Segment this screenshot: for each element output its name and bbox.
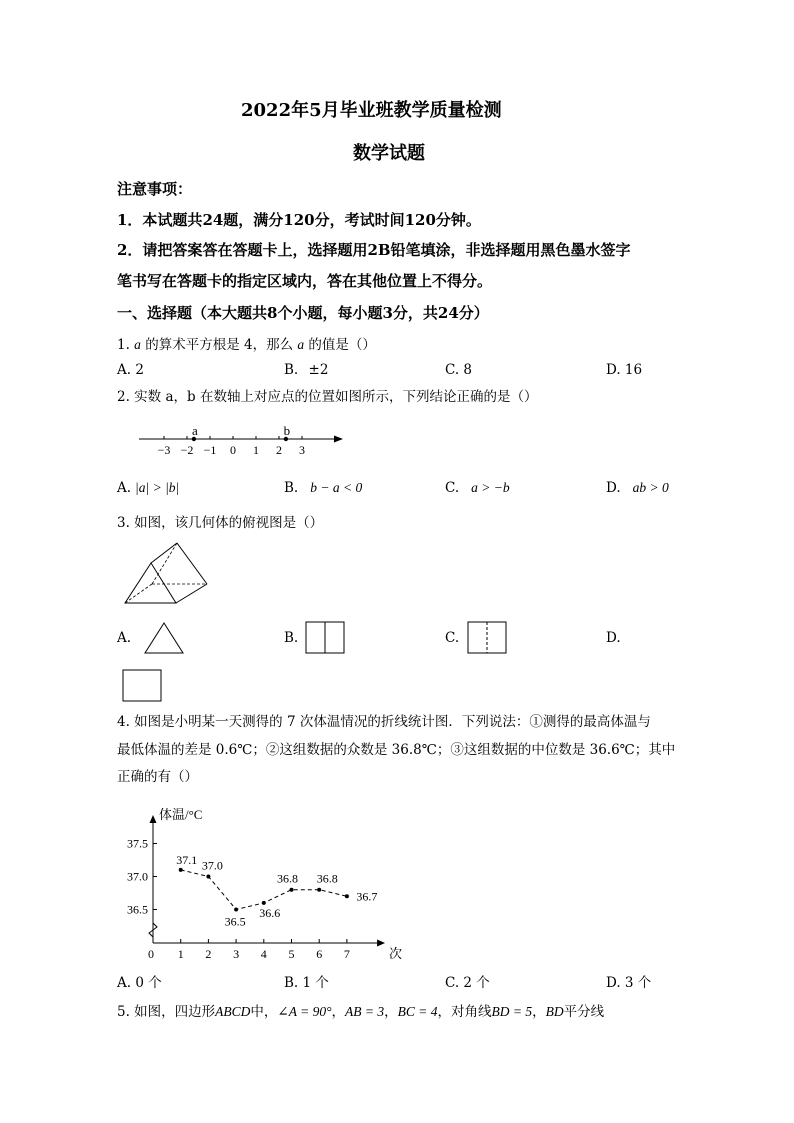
x-tick-label: 1 [177,947,184,961]
temperature-data-label: 37.1 [176,852,198,867]
temperature-point [290,888,294,892]
question-2-text: 2. 实数 a，b 在数轴上对应点的位置如图所示，下列结论正确的是（） [117,389,538,405]
q5-prefix: 5. 如图，四边形 [117,1004,216,1020]
notice-item-2-line-1: 2．请把答案答在答题卡上，选择题用2B铅笔填涂，非选择题用黑色墨水签字 [117,241,631,259]
prism-back-right-edge [177,543,207,584]
page-title: 2022年5月毕业班教学质量检测 [241,100,502,121]
q2-option-b[interactable] [284,481,362,496]
number-line-tick-label: −2 [180,443,194,457]
q1-option-c[interactable]: C. 8 [445,362,473,378]
prism-hidden-left-edge [152,543,177,584]
number-line-figure [135,422,365,458]
point-a-label: a [192,423,198,438]
x-axis-label: 次 [389,946,403,961]
q4-option-a[interactable]: A. 0 个 [117,975,162,991]
q1-prefix: 1. [117,337,135,353]
y-axis-label: 体温/°C [159,807,203,822]
x-tick-label: 0 [148,947,154,961]
x-tick-label: 7 [343,947,350,961]
temperature-data-label: 36.8 [316,871,338,886]
q2-option-a[interactable] [117,481,179,496]
prism-hidden-bottom-edge [125,584,152,603]
q1-var-a-2: a [297,337,305,352]
q2-option-d-label: D. [606,480,621,496]
q2-option-c[interactable] [445,481,510,496]
notice-item-1: 1．本试题共24题，满分120分，考试时间120分钟。 [117,211,481,229]
section-1-heading: 一、选择题（本大题共8个小题，每小题3分，共24分） [117,304,489,322]
q2-option-b-label: B. [284,480,299,496]
y-tick-label: 37.5 [127,836,148,851]
q5-suffix: 平分线 [563,1004,605,1020]
q2-option-d[interactable] [606,481,669,496]
q3-option-b[interactable]: B. [284,630,299,646]
q1-option-a[interactable]: A. 2 [117,362,144,378]
q4-option-d[interactable]: D. 3 个 [606,975,652,991]
number-line-tick-label: 0 [230,443,236,457]
q3-option-c-dashed-rect-icon[interactable] [467,621,509,655]
q2-option-c-expr: a > −b [471,480,510,495]
number-line-tick-label: 3 [299,443,305,457]
q5-sep-2: ， [384,1004,398,1020]
q1-option-b[interactable] [284,364,328,378]
prism-top-edge [151,543,177,563]
q3-option-c[interactable]: C. [445,630,460,646]
q4-option-b[interactable]: B. 1 个 [284,975,329,991]
temperature-data-label: 37.0 [201,858,223,873]
number-line-arrow [334,436,343,443]
q5-sep-1: ， [331,1004,345,1020]
q1-option-b-label: B. [284,362,299,378]
q2-option-b-expr: b − a < 0 [310,480,363,495]
q5-angle: ∠A = 90° [277,1004,332,1019]
q3-option-d[interactable]: D. [606,630,621,646]
q4-option-c[interactable]: C. 2 个 [445,975,490,991]
x-tick-label: 6 [316,947,323,961]
question-4-line-1: 4. 如图是小明某一天测得的 7 次体温情况的折线统计图．下列说法：①测得的最高体温与 [117,714,651,730]
temperature-point [317,888,321,892]
question-4-line-2: 最低体温的差是 0.6℃；②这组数据的众数是 36.8℃；③这组数据的中位数是 36.6℃；其中 [117,742,676,758]
q5-ab: AB = 3 [345,1004,385,1019]
prism-bottom-right-edge [176,584,207,603]
q1-suffix: 的值是（） [304,337,376,353]
q1-option-d[interactable]: D. 16 [606,362,643,378]
temperature-point [345,894,349,898]
q2-option-a-expr: |a| > |b| [135,480,180,495]
temperature-point [179,868,183,872]
question-1-text [117,338,376,353]
y-tick-label: 37.0 [127,869,148,884]
q5-abcd: ABCD [215,1004,251,1019]
number-line-tick-label: 2 [276,443,282,457]
temperature-point [262,901,266,905]
number-line-tick-label: 1 [253,443,259,457]
x-tick-label: 2 [205,947,212,961]
q5-bc: BC = 4 [397,1004,438,1019]
q5-sep-3: ， [532,1004,546,1020]
notice-heading: 注意事项： [117,180,193,198]
temperature-line-chart [112,795,403,975]
temperature-data-label: 36.5 [224,914,246,929]
q5-bd-2: BD [545,1004,564,1019]
q2-option-a-label: A. [117,480,132,496]
q3-option-a-triangle-icon[interactable] [143,620,187,656]
temperature-data-label: 36.6 [259,905,281,920]
question-3-text: 3. 如图，该几何体的俯视图是（） [117,515,324,531]
temperature-data-label: 36.8 [277,871,298,886]
y-tick-label: 36.5 [127,902,148,917]
number-line-tick-label: −1 [203,443,217,457]
temperature-point [234,908,238,912]
q5-bd: BD = 5 [491,1004,533,1019]
x-tick-label: 4 [260,947,267,961]
page-subtitle: 数学试题 [353,143,425,164]
notice-item-2-line-2: 笔书写在答题卡的指定区域内，答在其他位置上不得分。 [117,272,493,290]
question-4-line-3: 正确的有（） [117,769,198,785]
q1-mid: 的算术平方根是 4，那么 [140,337,298,353]
triangular-prism-figure [120,540,220,610]
q2-option-c-label: C. [445,480,460,496]
x-tick-label: 5 [288,947,295,961]
q1-var-a: a [134,337,141,352]
q3-option-a[interactable]: A. [117,630,132,646]
q3-option-b-split-rect-icon[interactable] [305,621,347,655]
question-5-text [117,1005,604,1020]
temperature-data-label: 36.7 [356,889,378,904]
temperature-point [206,875,210,879]
q2-option-d-expr: ab > 0 [632,480,669,495]
point-b-label: b [283,423,291,438]
q5-mid-1: 中， [250,1004,278,1020]
x-tick-label: 3 [233,947,240,961]
q1-option-b-value: ±2 [308,362,329,378]
y-axis-arrow [150,815,157,823]
q3-option-d-rect-icon[interactable] [122,669,164,703]
prism-front-face [125,563,176,603]
x-axis-arrow [377,940,385,947]
q5-mid-2: ，对角线 [437,1004,492,1020]
number-line-tick-label: −3 [157,443,171,457]
